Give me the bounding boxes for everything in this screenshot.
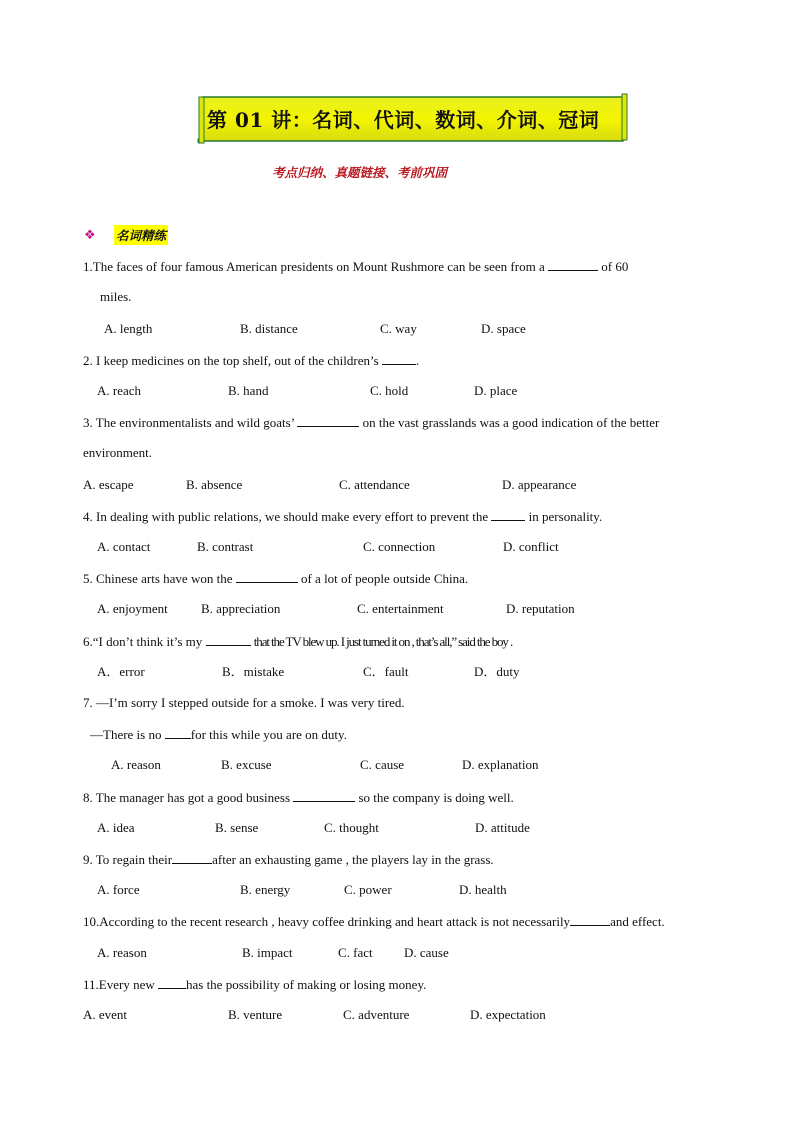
question-1-cont: miles. [100, 289, 132, 304]
option-b[interactable]: B. venture [228, 1007, 283, 1022]
option-c[interactable]: C. adventure [343, 1007, 410, 1022]
question-stem-end: of a lot of people outside China. [300, 571, 469, 586]
question-number: 10. [83, 914, 100, 929]
option-d[interactable]: D．duty [474, 664, 520, 679]
question-stem-end: after an exhausting game , the players lay in the grass. [212, 852, 494, 867]
question-stem: —There is no [90, 727, 162, 742]
option-a[interactable]: A. event [83, 1007, 128, 1022]
question-stem-end: and effect. [610, 914, 665, 929]
option-c[interactable]: C. cause [360, 757, 405, 772]
question-1 [83, 258, 628, 275]
option-a[interactable]: A．error [97, 664, 145, 679]
question-number: 6. [83, 634, 93, 649]
question-stem: The environmentalists and wild goats’ [95, 415, 295, 430]
answer-blank[interactable] [297, 414, 359, 427]
option-b[interactable]: B. distance [240, 321, 298, 336]
option-b[interactable]: B. impact [242, 945, 293, 960]
option-d[interactable]: D. attitude [475, 820, 530, 835]
question-stem: The faces of four famous American presidents on Mount Rushmore can be seen from a [92, 259, 545, 274]
option-a[interactable]: A. length [104, 321, 153, 336]
option-a[interactable]: A. escape [83, 477, 134, 492]
question-number: 8. [83, 790, 93, 805]
section-header [82, 226, 168, 244]
option-d[interactable]: D. space [481, 321, 526, 336]
question-stem: In dealing with public relations, we should make every effort to prevent the [96, 509, 489, 524]
option-c[interactable]: C．fault [363, 664, 409, 679]
answer-blank[interactable] [548, 258, 598, 271]
answer-blank[interactable] [293, 789, 355, 802]
option-c[interactable]: C. attendance [339, 477, 410, 492]
question-stem-end: for this while you are on duty. [190, 727, 347, 742]
question-8 [83, 789, 514, 806]
answer-blank[interactable] [491, 508, 525, 521]
option-d[interactable]: D. health [459, 882, 507, 897]
option-a[interactable]: A. enjoyment [97, 601, 168, 616]
option-d[interactable]: D. conflict [503, 539, 559, 554]
question-stem: Every new [98, 977, 155, 992]
question-stem-end: . [415, 353, 420, 368]
page-title: 第 01 讲：名词、代词、数词、介词、冠词 [207, 108, 600, 132]
option-c[interactable]: C. entertainment [357, 601, 444, 616]
question-stem: I keep medicines on the top shelf, out of the children’s [96, 353, 379, 368]
question-stem-end: has the possibility of making or losing money. [185, 977, 427, 992]
option-b[interactable]: B. hand [228, 383, 269, 398]
question-stem: “I don’t think it’s my [92, 634, 203, 649]
option-a[interactable]: A. reason [97, 945, 147, 960]
option-c[interactable]: C. fact [338, 945, 373, 960]
option-b[interactable]: B．mistake [222, 664, 285, 679]
option-a[interactable]: A. reach [97, 383, 142, 398]
answer-blank[interactable] [236, 570, 298, 583]
question-stem-end: of 60 [601, 259, 629, 274]
answer-blank[interactable] [165, 726, 191, 739]
option-c[interactable]: C. connection [363, 539, 436, 554]
question-stem-end: so the company is doing well. [358, 790, 514, 805]
option-a[interactable]: A. contact [97, 539, 151, 554]
question-4 [83, 508, 602, 525]
option-b[interactable]: B. appreciation [201, 601, 281, 616]
question-number: 9. [83, 852, 93, 867]
option-b[interactable]: B. absence [186, 477, 243, 492]
question-3-cont: environment. [83, 445, 152, 460]
question-5 [83, 570, 468, 587]
question-3 [83, 414, 659, 431]
answer-blank[interactable] [206, 633, 251, 646]
option-d[interactable]: D. expectation [470, 1007, 546, 1022]
question-7-cont [90, 726, 347, 743]
option-b[interactable]: B. contrast [197, 539, 254, 554]
option-d[interactable]: D. reputation [506, 601, 575, 616]
option-d[interactable]: D. cause [404, 945, 449, 960]
answer-blank[interactable] [172, 851, 212, 864]
option-c[interactable]: C. hold [370, 383, 409, 398]
question-11 [83, 976, 426, 993]
question-number: 1. [83, 259, 93, 274]
option-c[interactable]: C. thought [324, 820, 379, 835]
question-stem: Chinese arts have won the [96, 571, 233, 586]
question-number: 4. [83, 509, 93, 524]
answer-blank[interactable] [570, 913, 610, 926]
option-d[interactable]: D. appearance [502, 477, 577, 492]
question-stem-end: on the vast grasslands was a good indication of the better [362, 415, 660, 430]
option-b[interactable]: B. excuse [221, 757, 272, 772]
option-a[interactable]: A. idea [97, 820, 135, 835]
subtitle: 考点归纳、真题链接、考前巩固 [272, 165, 448, 180]
question-number: 7. [83, 695, 93, 710]
title-banner [197, 92, 629, 146]
question-stem: According to the recent research , heavy coffee drinking and heart attack is not necessarily [99, 914, 571, 929]
question-number: 2. [83, 353, 93, 368]
question-stem: The manager has got a good business [95, 790, 290, 805]
question-stem-end: that the TV blew up. I just turned it on , that’s all,” said the boy . [253, 634, 513, 649]
option-b[interactable]: B. sense [215, 820, 259, 835]
question-6 [83, 633, 512, 650]
question-number: 5. [83, 571, 93, 586]
question-number: 3. [83, 415, 93, 430]
section-label: 名词精练 [114, 225, 168, 245]
option-d[interactable]: D. explanation [462, 757, 539, 772]
option-a[interactable]: A. reason [111, 757, 161, 772]
option-c[interactable]: C. power [344, 882, 392, 897]
question-2 [83, 352, 419, 369]
question-10 [83, 913, 665, 930]
option-b[interactable]: B. energy [240, 882, 291, 897]
question-number: 11. [83, 977, 99, 992]
answer-blank[interactable] [382, 352, 416, 365]
question-7 [83, 695, 405, 711]
option-c[interactable]: C. way [380, 321, 417, 336]
question-9 [83, 851, 494, 868]
option-d[interactable]: D. place [474, 383, 518, 398]
answer-blank[interactable] [158, 976, 186, 989]
question-stem-end: in personality. [528, 509, 603, 524]
question-stem: To regain their [95, 852, 173, 867]
option-a[interactable]: A. force [97, 882, 140, 897]
question-stem: —I’m sorry I stepped outside for a smoke. I was very tired. [96, 695, 405, 710]
diamond-icon: ❖ [84, 227, 96, 242]
